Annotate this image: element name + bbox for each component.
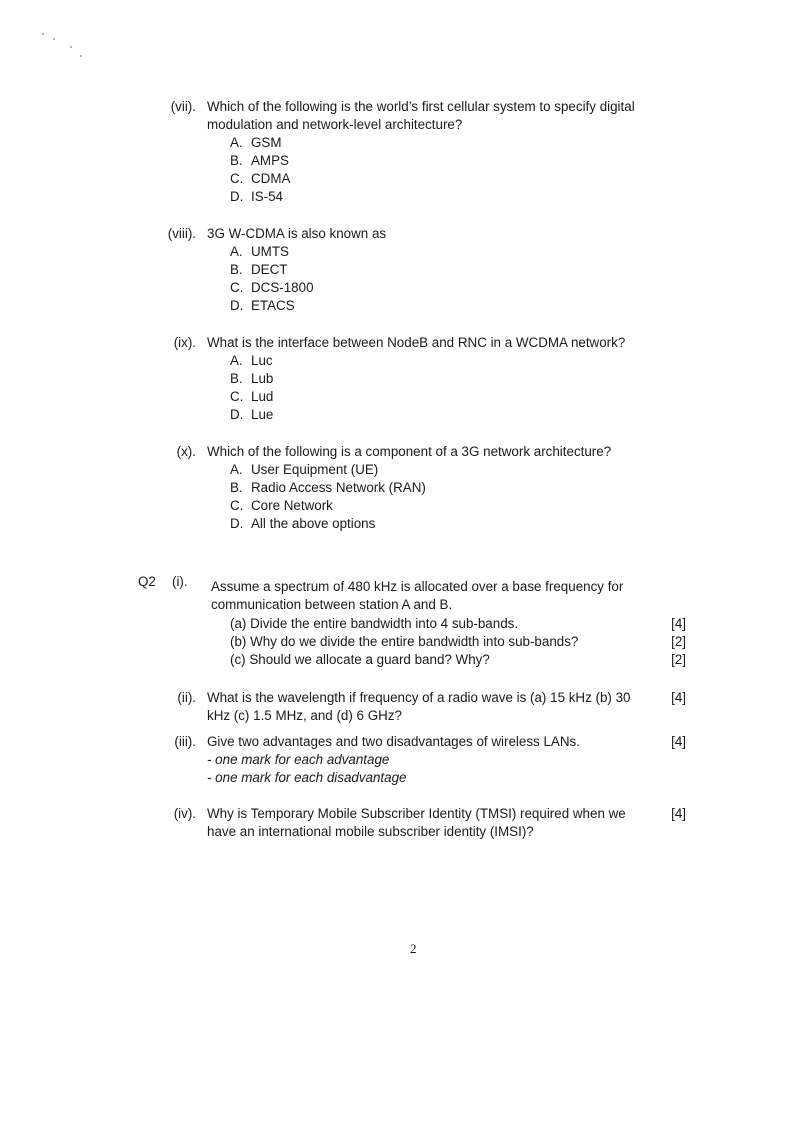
question-text-line: modulation and network-level architecture? bbox=[207, 117, 463, 132]
question-number: (ix). bbox=[173, 335, 196, 350]
option: D. IS-54 bbox=[230, 189, 284, 204]
question-text-line: 3G W-CDMA is also known as bbox=[207, 226, 387, 241]
option: A. GSM bbox=[230, 135, 282, 150]
option: B. Radio Access Network (RAN) bbox=[230, 480, 426, 495]
marks: [2] bbox=[671, 652, 686, 667]
question-number: (i). bbox=[172, 574, 188, 589]
question-number: (iv). bbox=[173, 806, 196, 821]
option: D. Lue bbox=[230, 407, 274, 422]
marking-note: - one mark for each advantage bbox=[207, 752, 390, 767]
option: A. User Equipment (UE) bbox=[230, 462, 379, 477]
option: C. Core Network bbox=[230, 498, 333, 513]
subpart-text: (b) Why do we divide the entire bandwidth into sub-bands? bbox=[230, 634, 579, 649]
marks: [4] bbox=[671, 616, 686, 631]
question-number: (iii). bbox=[174, 734, 196, 749]
marks: [4] bbox=[671, 806, 686, 821]
question-text-line: Assume a spectrum of 480 kHz is allocated over a base frequency for bbox=[211, 579, 624, 594]
question-text-line: What is the interface between NodeB and RNC in a WCDMA network? bbox=[207, 335, 626, 350]
scan-speck bbox=[70, 46, 72, 48]
question-text-line: communication between station A and B. bbox=[211, 597, 453, 612]
question-number: (x). bbox=[176, 444, 196, 459]
option: B. Lub bbox=[230, 371, 274, 386]
question-text-line: Give two advantages and two disadvantages of wireless LANs. bbox=[207, 734, 580, 749]
option: A. UMTS bbox=[230, 244, 289, 259]
question-number: (vii). bbox=[170, 99, 196, 114]
question-text-line: have an international mobile subscriber identity (IMSI)? bbox=[207, 824, 534, 839]
option: A. Luc bbox=[230, 353, 273, 368]
option: D. All the above options bbox=[230, 516, 376, 531]
question-number: (viii). bbox=[167, 226, 196, 241]
option: C. CDMA bbox=[230, 171, 291, 186]
subpart-text: (a) Divide the entire bandwidth into 4 sub-bands. bbox=[230, 616, 519, 631]
option: D. ETACS bbox=[230, 298, 295, 313]
marks: [4] bbox=[671, 690, 686, 705]
question-text-line: Which of the following is a component of a 3G network architecture? bbox=[207, 444, 612, 459]
scan-speck bbox=[80, 55, 82, 57]
marks: [2] bbox=[671, 634, 686, 649]
marks: [4] bbox=[671, 734, 686, 749]
page-number: 2 bbox=[410, 941, 417, 956]
option: B. DECT bbox=[230, 262, 288, 277]
question-label: Q2 bbox=[138, 574, 156, 589]
question-text-line: What is the wavelength if frequency of a radio wave is (a) 15 kHz (b) 30 bbox=[207, 690, 631, 705]
option: B. AMPS bbox=[230, 153, 289, 168]
scan-speck bbox=[42, 33, 44, 35]
question-text-line: Which of the following is the world’s first cellular system to specify digital bbox=[207, 99, 635, 114]
question-text-line: Why is Temporary Mobile Subscriber Identity (TMSI) required when we bbox=[207, 806, 626, 821]
subpart-text: (c) Should we allocate a guard band? Why? bbox=[230, 652, 490, 667]
scan-speck bbox=[53, 38, 55, 40]
option: C. Lud bbox=[230, 389, 274, 404]
question-number: (ii). bbox=[177, 690, 196, 705]
option: C. DCS-1800 bbox=[230, 280, 314, 295]
question-text-line: kHz (c) 1.5 MHz, and (d) 6 GHz? bbox=[207, 708, 402, 723]
marking-note: - one mark for each disadvantage bbox=[207, 770, 407, 785]
